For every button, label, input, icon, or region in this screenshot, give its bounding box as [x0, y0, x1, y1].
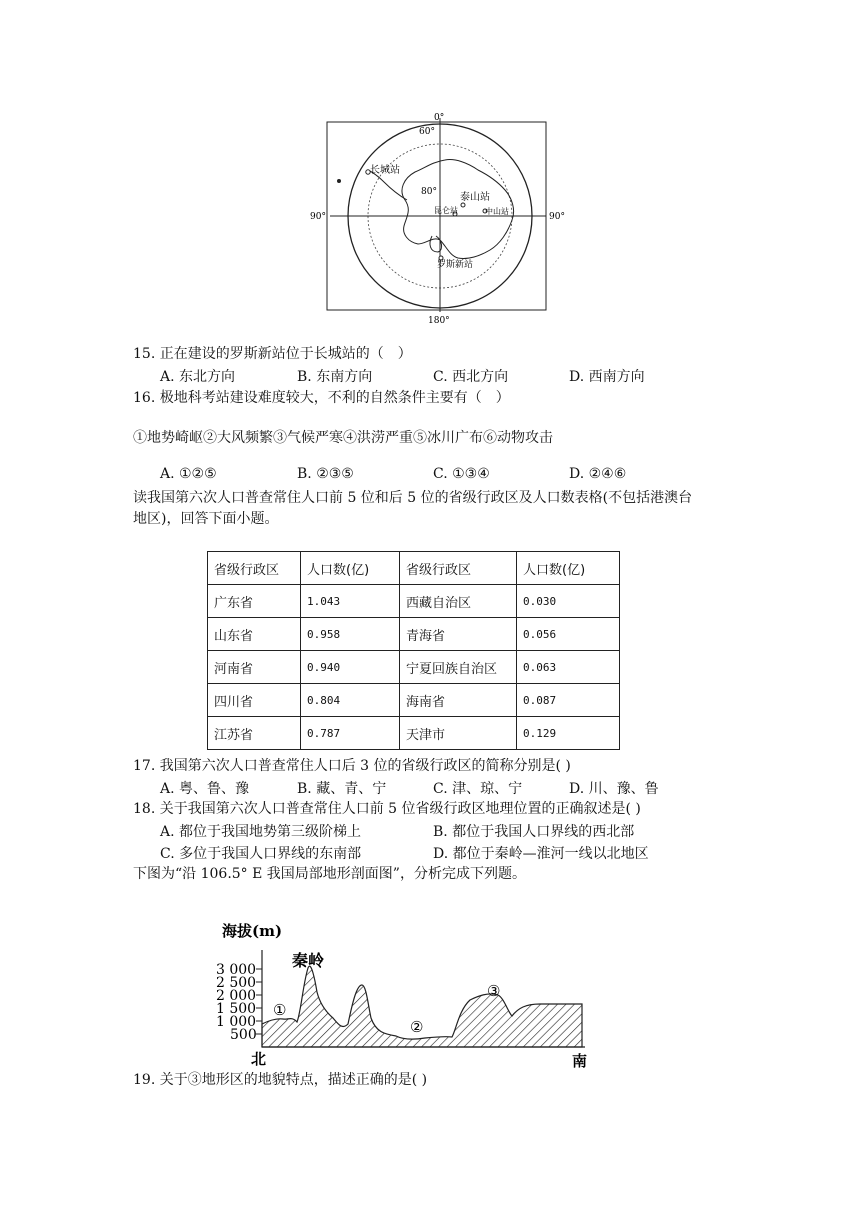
table-cell: 0.030: [517, 585, 620, 618]
table-cell: 海南省: [400, 684, 517, 717]
q17-option-c[interactable]: C. 津、琼、宁: [433, 781, 523, 797]
q17-option-a[interactable]: A. 粤、鲁、豫: [160, 781, 250, 797]
table-row: [208, 618, 620, 651]
q16-stem: 16. 极地科考站建设难度较大，不利的自然条件主要有（ ）: [133, 390, 510, 406]
tick-label: 2 000: [216, 988, 257, 1004]
q18-option-b[interactable]: B. 都位于我国人口界线的西北部: [433, 824, 635, 840]
tick-label: 1 000: [216, 1014, 257, 1030]
label-lat-80: 80°: [421, 187, 437, 197]
table-cell: 0.940: [301, 651, 400, 684]
label-north: 北: [251, 1050, 267, 1068]
tick-label: 2 500: [216, 975, 257, 991]
q16-option-d[interactable]: D. ②④⑥: [569, 466, 627, 482]
table-header-cell: 人口数(亿): [301, 552, 400, 585]
table-header-cell: 人口数(亿): [517, 552, 620, 585]
q15-stem: 15. 正在建设的罗斯新站位于长城站的（ ）: [133, 346, 412, 362]
q15-option-d[interactable]: D. 西南方向: [569, 369, 645, 385]
q18-option-c[interactable]: C. 多位于我国人口界线的东南部: [160, 846, 362, 862]
table-cell: 0.056: [517, 618, 620, 651]
table-row: [208, 684, 620, 717]
table-cell: 0.087: [517, 684, 620, 717]
table-cell: 0.063: [517, 651, 620, 684]
table-cell: 0.787: [301, 717, 400, 750]
station-taishan-dot: [461, 203, 465, 207]
label-lat-top: 0°: [434, 113, 445, 123]
table-cell: 山东省: [208, 618, 301, 651]
island-dot: [337, 179, 341, 183]
census-intro-line1: 读我国第六次人口普查常住人口前 5 位和后 5 位的省级行政区及人口数表格(不包括港澳台: [133, 490, 693, 506]
table-cell: 天津市: [400, 717, 517, 750]
table-row: [208, 717, 620, 750]
table-cell: 广东省: [208, 585, 301, 618]
table-cell: 0.129: [517, 717, 620, 750]
table-cell: 0.958: [301, 618, 400, 651]
table-cell: 西藏自治区: [400, 585, 517, 618]
q17-option-d[interactable]: D. 川、豫、鲁: [569, 781, 659, 797]
q16-items: ①地势崎岖②大风频繁③气候严寒④洪涝严重⑤冰川广布⑥动物攻击: [133, 430, 553, 446]
tick-label: 1 500: [216, 1001, 257, 1017]
population-table: [207, 551, 620, 750]
tick-label: 3 000: [216, 962, 257, 978]
q15-option-c[interactable]: C. 西北方向: [433, 369, 509, 385]
label-lon-bottom: 180°: [428, 316, 450, 326]
label-lon-left: 90°: [310, 212, 326, 222]
q18-option-d[interactable]: D. 都位于秦岭—淮河一线以北地区: [433, 846, 649, 862]
terrain-profile: [210, 910, 600, 1075]
label-zhongshan: 中山站: [485, 207, 509, 216]
label-lat-60: 60°: [419, 127, 435, 137]
label-lon-right: 90°: [549, 212, 565, 222]
q17-option-b[interactable]: B. 藏、青、宁: [297, 781, 387, 797]
marker-3: ③: [487, 982, 501, 1000]
q16-option-a[interactable]: A. ①②⑤: [160, 466, 217, 482]
table-header-row: [208, 552, 620, 585]
label-luosi: 罗斯新站: [437, 260, 474, 270]
label-qinling: 秦岭: [292, 951, 325, 970]
label-south: 南: [572, 1052, 588, 1070]
label-changcheng: 长城站: [370, 165, 400, 176]
table-cell: 四川省: [208, 684, 301, 717]
profile-intro: 下图为“沿 106.5° E 我国局部地形剖面图”，分析完成下列题。: [133, 866, 526, 882]
label-taishan: 泰山站: [460, 192, 490, 203]
table-header-cell: 省级行政区: [400, 552, 517, 585]
marker-2: ②: [410, 1018, 424, 1036]
census-intro-line2: 地区)，回答下面小题。: [133, 511, 279, 527]
table-cell: 1.043: [301, 585, 400, 618]
q16-option-b[interactable]: B. ②③⑤: [297, 466, 354, 482]
q15-option-b[interactable]: B. 东南方向: [297, 369, 373, 385]
marker-1: ①: [273, 1001, 287, 1019]
q16-option-c[interactable]: C. ①③④: [433, 466, 490, 482]
q19-stem: 19. 关于③地形区的地貌特点，描述正确的是( ): [133, 1072, 428, 1088]
table-cell: 0.804: [301, 684, 400, 717]
table-cell: 青海省: [400, 618, 517, 651]
antarctic-map: [300, 108, 580, 328]
q15-option-a[interactable]: A. 东北方向: [160, 369, 236, 385]
table-cell: 江苏省: [208, 717, 301, 750]
table-row: [208, 585, 620, 618]
table-cell: 河南省: [208, 651, 301, 684]
tick-label: 500: [230, 1027, 257, 1043]
label-kunlun: 昆仑站: [434, 206, 458, 215]
table-cell: 宁夏回族自治区: [400, 651, 517, 684]
q18-option-a[interactable]: A. 都位于我国地势第三级阶梯上: [160, 824, 362, 840]
q17-stem: 17. 我国第六次人口普查常住人口后 3 位的省级行政区的简称分别是( ): [133, 758, 571, 774]
table-row: [208, 651, 620, 684]
q18-stem: 18. 关于我国第六次人口普查常住人口前 5 位省级行政区地理位置的正确叙述是( ): [133, 801, 641, 817]
profile-y-label: 海拔(m): [222, 922, 283, 940]
table-header-cell: 省级行政区: [208, 552, 301, 585]
